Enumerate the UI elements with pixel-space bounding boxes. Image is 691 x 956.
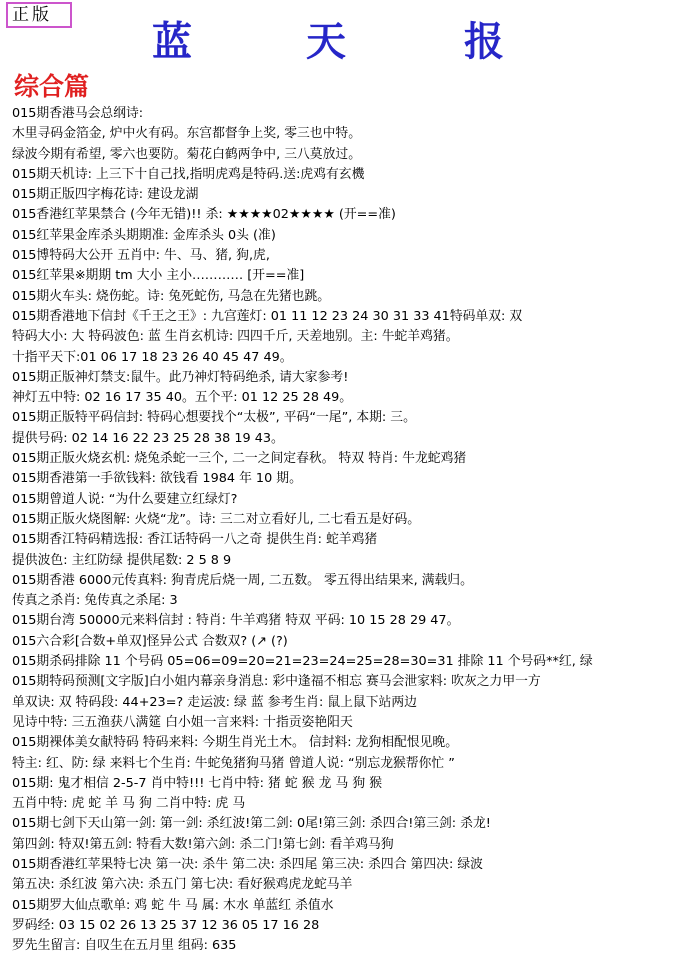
text-line: 015期天机诗: 上三下十自己找,指明虎鸡是特码.送:虎鸡有玄機 <box>12 166 365 182</box>
text-line: 015期正版神灯禁支:鼠牛。此乃神灯特码绝杀, 请大家参考! <box>12 369 349 385</box>
text-line: 单双诀: 双 特码段: 44+23=? 走运波: 绿 蓝 参考生肖: 鼠上鼠下站两边 <box>12 694 417 710</box>
text-line: 提供波色: 主红防绿 提供尾数: 2 5 8 9 <box>12 552 232 568</box>
text-line: 特码大小: 大 特码波色: 蓝 生肖玄机诗: 四四千斤, 天差地别。主: 牛蛇羊鸡猪。 <box>12 329 459 345</box>
text-line: 015期台湾 50000元来料信封 : 特肖: 牛羊鸡猪 特双 平码: 10 15 28 29 47。 <box>12 613 460 629</box>
text-line: 015期香港 6000元传真料: 狗青虎后烧一周, 二五数。 零五得出结果来, 满载归。 <box>12 572 473 588</box>
text-line: 神灯五中特: 02 16 17 35 40。五个平: 01 12 25 28 49。 <box>12 390 353 406</box>
text-line: 第四剑: 特双!第五剑: 特看大数!第六剑: 杀二门!第七剑: 看羊鸡马狗 <box>12 836 394 852</box>
text-line: 特主: 红、防: 绿 来料七个生肖: 牛蛇兔猪狗马猪 曾道人说: “别忘龙猴帮你忙 ” <box>12 755 455 771</box>
text-line: 015期正版四字梅花诗: 建设龙湖 <box>12 187 199 203</box>
text-line: 罗码经: 03 15 02 26 13 25 37 12 36 05 17 16 28 <box>12 917 320 933</box>
text-line: 015期香港马会总纲诗: <box>12 106 144 121</box>
text-line: 015期罗大仙点歌单: 鸡 蛇 牛 马 属: 木水 单蓝红 杀值水 <box>12 897 334 913</box>
text-line: 015期: 鬼才相信 2-5-7 肖中特!!! 七肖中特: 猪 蛇 猴 龙 马 狗 猴 <box>12 775 382 791</box>
text-line: 015期曾道人说: “为什么要建立红绿灯? <box>12 491 238 507</box>
text-line: 见诗中特: 三五渔获八满筵 白小姐一言来料: 十指贡姿艳阳天 <box>12 714 353 730</box>
section-title: 综合篇 <box>14 72 90 101</box>
text-line: 木里寻码金箔金, 炉中火有码。东宫都督争上奖, 零三也中特。 <box>12 126 361 142</box>
edition-badge: 正版 <box>6 2 72 28</box>
text-line: 015期香港红苹果特七决 第一决: 杀牛 第二决: 杀四尾 第三决: 杀四合 第四决: 绿波 <box>12 856 483 872</box>
text-line: 015期正版特平码信封: 特码心想要找个“太极”, 平码“一尾”, 本期: 三。 <box>12 410 416 426</box>
text-line: 015期七剑下天山第一剑: 第一剑: 杀红波!第二剑: 0尾!第三剑: 杀四合!第三剑: 杀龙! <box>12 816 491 832</box>
text-line: 传真之杀肖: 兔传真之杀尾: 3 <box>12 593 178 609</box>
text-line: 015期香港第一手欲钱料: 欲钱看 1984 年 10 期。 <box>12 471 302 487</box>
text-line: 015红苹果※期期 tm 大小 主小………… [开==准] <box>12 268 305 284</box>
text-line: 015红苹果金库杀头期期准: 金库杀头 0头 (准) <box>12 227 276 243</box>
text-line: 015期裸体美女献特码 特码来料: 今期生肖光土木。 信封料: 龙狗相配恨见晚。 <box>12 735 459 751</box>
text-line: 015期火车头: 烧伤蛇。诗: 兔死蛇伤, 马急在先猪也跳。 <box>12 288 331 304</box>
masthead-title <box>0 20 691 64</box>
text-line: 第五决: 杀红波 第六决: 杀五门 第七决: 看好猴鸡虎龙蛇马羊 <box>12 877 353 893</box>
text-line: 015期香江特码精选报: 香江话特码一八之奇 提供生肖: 蛇羊鸡猪 <box>12 532 378 548</box>
content-lines <box>12 104 688 956</box>
text-line: 015期香港地下信封《千王之王》: 九宫莲灯: 01 11 12 23 24 30 31 33 41特码单双: 双 <box>12 308 523 324</box>
text-line: 015期正版火烧图解: 火烧“龙”。诗: 三二对立看好儿, 二七看五是好码。 <box>12 511 421 527</box>
text-line: 015香港红苹果禁合 (今年无错)!! 杀: ★★★★02★★★★ (开==准) <box>12 207 396 223</box>
text-line: 绿波今期有希望, 零六也要防。菊花白鹤两争中, 三八莫放过。 <box>12 146 361 162</box>
text-line: 五肖中特: 虎 蛇 羊 马 狗 二肖中特: 虎 马 <box>12 796 246 812</box>
text-line: 十指平天下:01 06 17 18 23 26 40 45 47 49。 <box>12 349 293 365</box>
text-line: 015期特码预测[文字版]白小姐内幕亲身消息: 彩中逢福不相忘 赛马会泄家料: 吹灰之力甲一方 <box>12 674 541 690</box>
text-line: 015博特码大公开 五肖中: 牛、马、猪, 狗,虎, <box>12 248 270 264</box>
text-line: 罗先生留言: 自叹生在五月里 组码: 635 <box>12 938 237 954</box>
masthead-char-3: 报 <box>464 18 504 65</box>
masthead-char-2: 天 <box>306 18 346 65</box>
masthead-char-1: 蓝 <box>152 18 192 65</box>
text-line: 提供号码: 02 14 16 22 23 25 28 38 19 43。 <box>12 430 284 446</box>
text-line: 015期正版火烧玄机: 烧兔杀蛇一三个, 二一之间定春秋。 特双 特肖: 牛龙蛇鸡猪 <box>12 451 467 467</box>
text-line: 015期杀码排除 11 个号码 05=06=09=20=21=23=24=25=28=30=31 排除 11 个号码**红, 绿 <box>12 654 593 670</box>
text-line: 015六合彩[合数+单双]怪异公式 合数双? (↗ (?) <box>12 633 288 649</box>
